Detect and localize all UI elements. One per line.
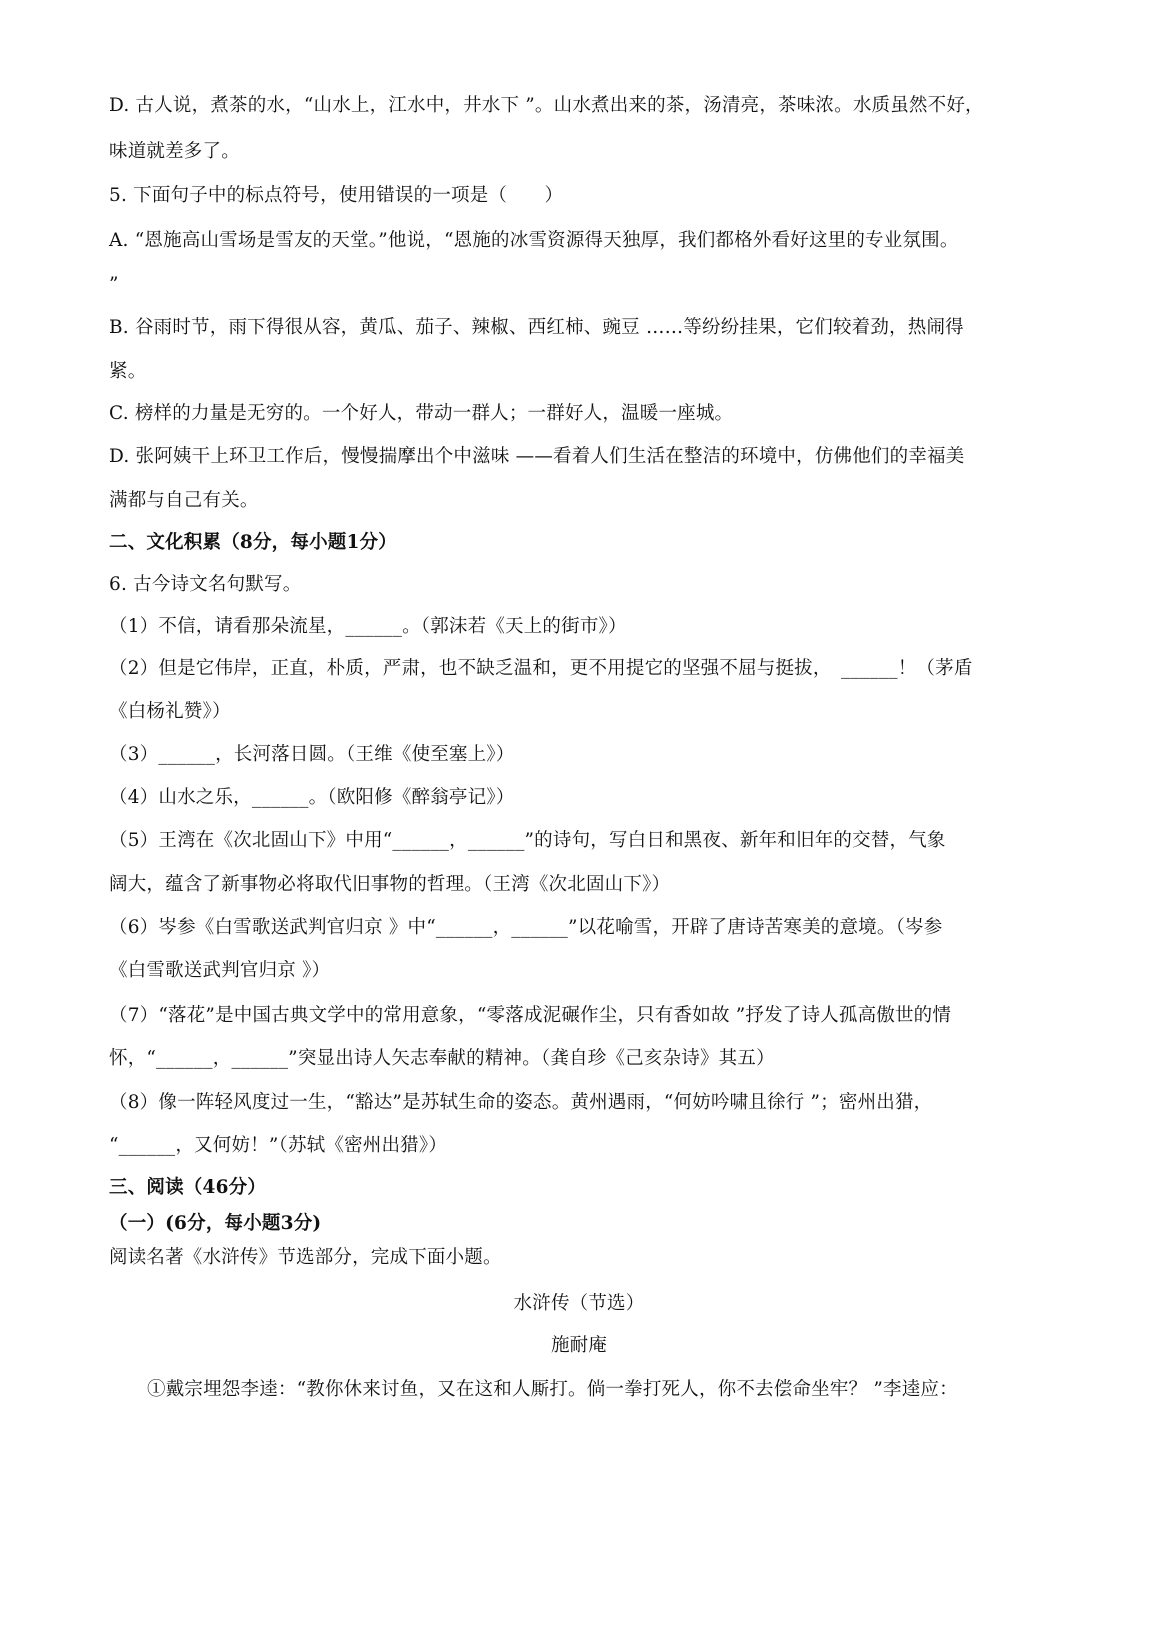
passage-author: 施耐庵 — [550, 1335, 608, 1356]
question-6-item-7-cont: 怀，“______，______”突显出诗人矢志奉献的精神。（龚自珍《己亥杂诗》其五） — [109, 1048, 775, 1069]
question-6-item-3: （3）______，长河落日圆。（王维《使至塞上》） — [109, 744, 515, 765]
option-d-water-quality-cont: 味道就差多了。 — [109, 141, 240, 162]
question-6-item-7: （7）“落花”是中国古典文学中的常用意象，“零落成泥碾作尘，只有香如故 ”抒发了诗人孤高傲世的情 — [109, 1005, 952, 1026]
option-a-cont: ” — [109, 274, 119, 295]
option-d-cont: 满都与自己有关。 — [109, 490, 259, 511]
question-6-item-8: （8）像一阵轻风度过一生，“豁达”是苏轼生命的姿态。黄州遇雨，“何妨吟啸且徐行 ”；密州出猎， — [109, 1092, 933, 1113]
question-6-item-5: （5）王湾在《次北固山下》中用“______，______”的诗句，写白日和黑夜、新年和旧年的交替，气象 — [109, 830, 946, 851]
question-6-item-6-cont: 《白雪歌送武判官归京 》） — [109, 960, 331, 981]
question-5: 5. 下面句子中的标点符号，使用错误的一项是（ ） — [109, 185, 564, 206]
section-2-heading: 二、文化积累（8分，每小题1分） — [109, 532, 397, 553]
question-6-item-5-cont: 阔大，蕴含了新事物必将取代旧事物的哲理。（王湾《次北固山下》） — [109, 874, 671, 895]
question-6-item-1: （1）不信，请看那朵流星，______。（郭沫若《天上的街市》） — [109, 616, 627, 637]
question-6-item-8-cont: “______，又何妨！”（苏轼《密州出猎》） — [109, 1135, 448, 1156]
passage-paragraph-1: ①戴宗埋怨李逵：“教你休来讨鱼，又在这和人厮打。倘一拳打死人，你不去偿命坐牢？ ”李逵应： — [147, 1379, 958, 1400]
reading-instruction: 阅读名著《水浒传》节选部分，完成下面小题。 — [109, 1247, 502, 1268]
question-6-item-2: （2）但是它伟岸，正直，朴质，严肃，也不缺乏温和，更不用提它的坚强不屈与挺拔， ______！（茅盾 — [109, 658, 973, 679]
subsection-1-heading: （一）(6分，每小题3分) — [109, 1213, 322, 1234]
passage-title: 水浒传（节选） — [513, 1293, 645, 1314]
option-b-cont: 紧。 — [109, 361, 147, 382]
question-6-item-2-cont: 《白杨礼赞》） — [109, 701, 231, 722]
option-d: D. 张阿姨干上环卫工作后，慢慢揣摩出个中滋味 ——看着人们生活在整洁的环境中，仿佛他们的幸福美 — [109, 446, 965, 467]
option-c: C. 榜样的力量是无穷的。一个好人，带动一群人；一群好人，温暖一座城。 — [109, 403, 734, 424]
option-a: A. “恩施高山雪场是雪友的天堂。”他说，“恩施的冰雪资源得天独厚，我们都格外看好这里的专业氛围。 — [109, 230, 959, 251]
question-6: 6. 古今诗文名句默写。 — [109, 574, 302, 595]
option-d-water-quality: D. 古人说，煮茶的水，“山水上，江水中，井水下 ”。山水煮出来的茶，汤清亮，茶味浓。水质虽然不好， — [109, 95, 984, 116]
section-3-heading: 三、阅读（46分） — [109, 1177, 267, 1198]
question-6-item-4: （4）山水之乐，______。（欧阳修《醉翁亭记》） — [109, 787, 515, 808]
question-6-item-6: （6）岑参《白雪歌送武判官归京 》中“______，______”以花喻雪，开辟了唐诗苦寒美的意境。（岑参 — [109, 917, 943, 938]
option-b: B. 谷雨时节，雨下得很从容，黄瓜、茄子、辣椒、西红柿、豌豆 ……等纷纷挂果，它们较着劲，热闹得 — [109, 317, 964, 338]
